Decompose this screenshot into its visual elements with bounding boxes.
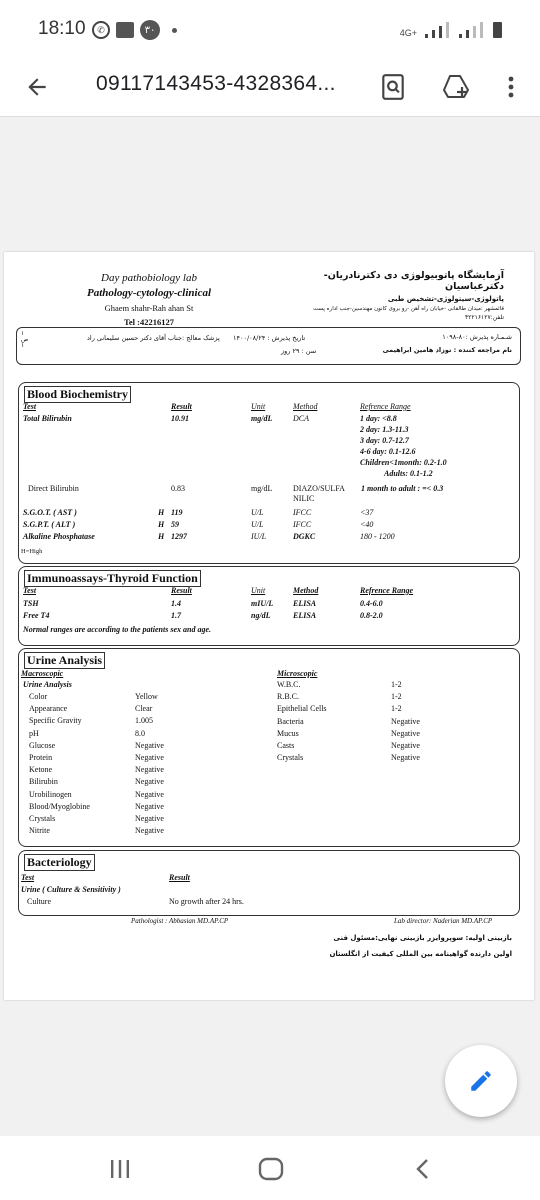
flag-high: H xyxy=(158,508,165,517)
test-name: S.G.O.T. ( AST ) xyxy=(23,508,77,517)
back-chevron-icon xyxy=(415,1158,431,1180)
notification-icons xyxy=(92,20,177,40)
quality-certificate-line: اولین دارنده گواهینامه بین المللی کیفیت از انگلستان xyxy=(329,950,512,958)
urine-param-name: Crystals xyxy=(29,814,56,823)
battery-icon xyxy=(493,22,502,38)
pencil-icon xyxy=(468,1068,494,1094)
test-range: <40 xyxy=(360,520,374,529)
test-result: 119 xyxy=(171,508,183,517)
test-name: TSH xyxy=(23,599,39,608)
urine-param-name: Protein xyxy=(29,753,53,762)
section-title: Urine Analysis xyxy=(24,652,105,669)
test-result: 0.83 xyxy=(171,484,185,493)
urine-param-value: 1-2 xyxy=(391,680,402,689)
home-button[interactable] xyxy=(251,1154,291,1184)
signal-bar-icon xyxy=(439,26,442,38)
urine-param-value: Negative xyxy=(135,765,164,775)
urine-param-name: Urobilinogen xyxy=(29,789,72,799)
range-line: 1 day: <8.8 xyxy=(360,414,397,423)
urine-analysis-section xyxy=(18,648,520,847)
urine-param-value: Negative xyxy=(391,728,420,738)
col-header-method: Method xyxy=(293,586,319,595)
test-name: S.G.P.T. ( ALT ) xyxy=(23,520,76,529)
edit-fab-button[interactable] xyxy=(445,1045,517,1117)
lab-header-english xyxy=(64,272,234,327)
test-method: ELISA xyxy=(293,599,317,608)
lab-phone-fa: تلفن:۴۲۲۱۶۱۲۷ xyxy=(464,314,504,321)
more-notifications-dot-icon xyxy=(172,28,177,33)
lab-report-page xyxy=(4,252,534,1000)
range-line: 2 day: 1.3-11.3 xyxy=(360,425,409,434)
lab-type: Pathology-cytology-clinical xyxy=(86,287,212,299)
recents-icon xyxy=(108,1159,132,1179)
home-icon xyxy=(258,1157,284,1181)
section-title: Blood Biochemistry xyxy=(24,386,131,403)
test-range: 1 month to adult : =< 0.3 xyxy=(361,484,444,493)
system-icons xyxy=(400,22,502,38)
flag-high: H xyxy=(158,532,165,541)
col-header-result: Result xyxy=(171,402,192,411)
flag-high: H xyxy=(158,520,165,529)
urine-param-value: Negative xyxy=(135,740,164,750)
notification-count-badge: ۳۰ xyxy=(140,20,160,40)
test-range: 180 - 1200 xyxy=(360,532,395,541)
urine-param-name: Glucose xyxy=(29,740,56,750)
test-unit: U/L xyxy=(251,508,264,517)
pathologist-signature: Pathologist : Abbasian MD.AP.CP xyxy=(131,917,229,925)
col-header-result: Result xyxy=(169,873,190,882)
test-range: <37 xyxy=(360,508,374,517)
urine-param-value: Negative xyxy=(135,814,164,823)
director-signature: Lab director: Naderian MD.AP.CP xyxy=(394,917,493,925)
signal-bar-icon xyxy=(425,34,428,38)
macroscopic-header: Macroscopic xyxy=(21,669,64,678)
admission-date: تاریخ پذیرش : ۱۴۰۰/۰۸/۲۴ xyxy=(233,334,306,342)
lab-tel: Tel :42216127 xyxy=(124,317,174,327)
signal-bar-icon xyxy=(473,26,476,38)
signal-bar-icon xyxy=(459,34,462,38)
test-result: 1297 xyxy=(171,532,187,541)
back-arrow-icon xyxy=(24,74,50,100)
urine-subheader: Urine Analysis xyxy=(23,680,72,689)
urine-param-name: Crystals xyxy=(277,753,304,763)
patient-age: سن : ۲۹ روز xyxy=(281,347,317,355)
signal-bar-icon xyxy=(446,22,449,38)
urine-param-value: Negative xyxy=(135,801,164,811)
bacteriology-section xyxy=(18,850,520,916)
urine-param-value: 1-2 xyxy=(391,704,402,714)
document-search-icon xyxy=(380,73,406,101)
urine-param-name: pH xyxy=(29,728,39,738)
recent-apps-button[interactable] xyxy=(100,1154,140,1184)
urine-param-value: 1-2 xyxy=(391,692,402,702)
test-method: DIAZO/SULFA xyxy=(293,484,345,493)
test-unit: ng/dL xyxy=(251,611,271,620)
test-result: 1.4 xyxy=(171,599,181,608)
thyroid-function-section xyxy=(18,566,520,646)
col-header-range: Refrence Range xyxy=(360,586,414,595)
col-header-method: Method xyxy=(293,402,318,411)
network-type-label: 4G+ xyxy=(399,28,417,38)
signal-bar-icon xyxy=(432,30,435,38)
lab-type-fa: پاتولوژی-سیتولوژی-تشخیص طبی xyxy=(387,295,504,303)
legend-note: H=High xyxy=(21,548,43,555)
search-in-document-button[interactable] xyxy=(376,70,410,104)
gallery-icon xyxy=(116,22,134,38)
urine-param-value: Negative xyxy=(135,789,164,799)
page-marker: ۱ ص ۱ xyxy=(21,330,29,349)
signal-bar-icon xyxy=(466,30,469,38)
normal-range-note: Normal ranges are according to the patients sex and age. xyxy=(23,625,212,634)
urine-param-name: Epithelial Cells xyxy=(277,704,327,714)
culture-label: Culture xyxy=(27,897,51,906)
test-method: ELISA xyxy=(293,611,317,620)
test-method: DCA xyxy=(293,414,309,423)
col-header-unit: Unit xyxy=(251,402,266,411)
system-back-button[interactable] xyxy=(403,1154,443,1184)
urine-param-value: 1.005 xyxy=(135,716,153,726)
urine-param-name: Nitrite xyxy=(29,826,50,836)
col-header-test: Test xyxy=(23,586,37,595)
test-name: Free T4 xyxy=(23,611,50,620)
test-unit: mg/dL xyxy=(251,414,273,423)
urine-param-value: Negative xyxy=(391,716,420,726)
urine-param-value: Negative xyxy=(135,826,164,836)
urine-param-name: Blood/Myoglobine xyxy=(29,801,90,811)
col-header-unit: Unit xyxy=(251,586,266,595)
urine-param-name: Casts xyxy=(277,741,295,750)
signal-bar-icon xyxy=(480,22,483,38)
drive-add-icon xyxy=(441,73,471,101)
test-range: 0.8-2.0 xyxy=(360,611,383,620)
more-vert-icon xyxy=(507,75,515,99)
admission-number: شـمـاره پذیرش :۸۰-۱۰۹۸ xyxy=(442,333,512,341)
urine-param-name: Color xyxy=(29,692,48,701)
test-name: Direct Bilirubin xyxy=(28,484,79,493)
urine-param-value: Negative xyxy=(391,753,420,763)
test-name: Urine ( Culture & Sensitivity ) xyxy=(21,885,121,894)
review-line: بازبینی اولیه: سوپروایزر بازبینی نهایی:مسئول فنی xyxy=(333,934,512,942)
add-to-drive-button[interactable] xyxy=(439,70,473,104)
doctor-name: پزشک معالج :جناب آقای دکتر حسین سلیمانی راد xyxy=(87,334,220,342)
urine-param-name: R.B.C. xyxy=(277,692,300,702)
urine-param-value: 8.0 xyxy=(135,728,145,738)
urine-param-value: Negative xyxy=(391,741,420,750)
range-line: 3 day: 0.7-12.7 xyxy=(360,436,409,445)
range-line: Adults: 0.1-1.2 xyxy=(384,469,433,478)
range-line: Children<1month: 0.2-1.0 xyxy=(360,458,447,467)
microscopic-header: Microscopic xyxy=(277,669,318,678)
test-method: DGKC xyxy=(293,532,316,541)
urine-param-name: Ketone xyxy=(29,765,53,775)
patient-info-box xyxy=(16,327,521,365)
status-bar xyxy=(0,0,540,60)
system-nav-bar xyxy=(0,1136,540,1200)
col-header-test: Test xyxy=(21,873,35,882)
urine-param-value: Negative xyxy=(135,753,164,762)
test-result: 1.7 xyxy=(171,611,181,620)
file-title: 09117143453-4328364... xyxy=(96,72,336,95)
urine-param-value: Clear xyxy=(135,704,153,714)
test-method-cont: NILIC xyxy=(293,494,315,503)
urine-param-name: Mucus xyxy=(277,728,299,738)
whatsapp-icon: ✆ xyxy=(92,21,110,39)
lab-name-fa: آزمایشگاه پاتوبیولوژی دی دکترنادریان-دکترعباسیان xyxy=(323,270,504,292)
urine-param-value: Yellow xyxy=(135,692,158,701)
test-method: IFCC xyxy=(293,508,312,517)
lab-name: Day pathobiology lab xyxy=(101,272,197,284)
range-line: 4-6 day: 0.1-12.6 xyxy=(360,447,416,456)
section-title: Bacteriology xyxy=(24,854,95,871)
urine-param-value: Negative xyxy=(135,777,164,787)
col-header-result: Result xyxy=(171,586,192,595)
test-unit: IU/L xyxy=(251,532,267,541)
col-header-range: Refrence Range xyxy=(360,402,411,411)
test-method: IFCC xyxy=(293,520,312,529)
lab-address: Ghaem shahr-Rah ahan St xyxy=(104,303,194,313)
urine-param-name: Specific Gravity xyxy=(29,716,82,726)
col-header-test: Test xyxy=(23,402,37,411)
test-result: 10.91 xyxy=(171,414,189,423)
blood-biochemistry-section xyxy=(18,382,520,564)
section-title: Immunoassays-Thyroid Function xyxy=(24,570,201,587)
urine-param-name: W.B.C. xyxy=(277,680,301,689)
lab-header-persian xyxy=(284,270,504,321)
test-result: 59 xyxy=(171,520,179,529)
urine-param-name: Bacteria xyxy=(277,716,304,726)
test-range: 0.4-6.0 xyxy=(360,599,383,608)
back-button[interactable] xyxy=(20,70,54,104)
urine-param-name: Bilirubin xyxy=(29,777,58,787)
test-unit: mg/dL xyxy=(251,484,273,493)
test-name: Alkaline Phosphatase xyxy=(23,532,95,541)
urine-param-name: Appearance xyxy=(29,704,68,714)
app-toolbar xyxy=(0,60,540,117)
more-options-button[interactable] xyxy=(494,70,528,104)
culture-result: No growth after 24 hrs. xyxy=(169,897,244,906)
lab-address-fa: قائمشهر :میدان طالقانی -خیابان راه آهن -رو بروی کانون مهندسین-جنب اداره پست xyxy=(313,306,504,312)
status-time: 18:10 xyxy=(38,18,86,39)
test-unit: mIU/L xyxy=(251,599,274,608)
test-name: Total Bilirubin xyxy=(23,414,72,423)
patient-name: نام مراجعه کننده : نوزاد هامین ابراهیمی xyxy=(382,346,512,354)
document-viewer[interactable] xyxy=(0,117,540,1109)
test-unit: U/L xyxy=(251,520,264,529)
